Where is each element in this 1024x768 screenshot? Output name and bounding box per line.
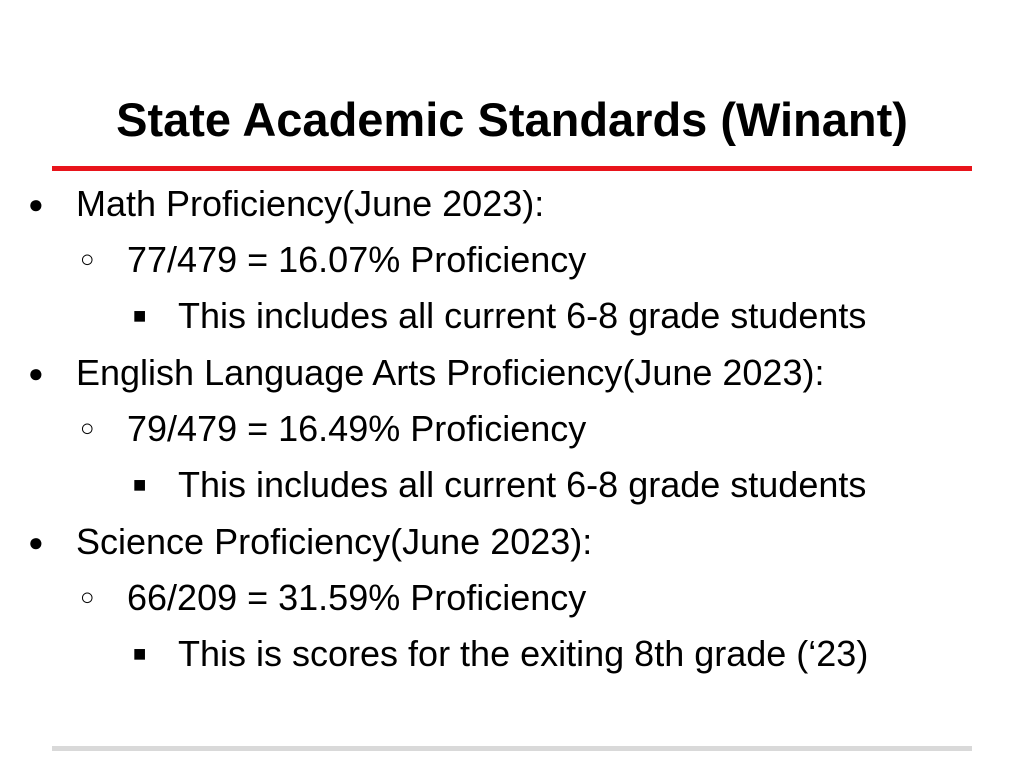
square-bullet-icon: ■ — [133, 641, 147, 666]
math-heading: Math Proficiency(June 2023): — [76, 183, 545, 224]
math-note: This includes all current 6-8 grade students — [178, 295, 867, 336]
hollow-circle-bullet-icon: ○ — [80, 584, 95, 611]
hollow-circle-bullet-icon: ○ — [80, 246, 95, 273]
ela-heading: English Language Arts Proficiency(June 2023): — [76, 352, 825, 393]
footer-divider — [52, 746, 972, 751]
science-note: This is scores for the exiting 8th grade (‘23) — [178, 633, 869, 674]
math-result: 77/479 = 16.07% Proficiency — [127, 239, 587, 280]
square-bullet-icon: ■ — [133, 303, 147, 328]
ela-note: This includes all current 6-8 grade students — [178, 464, 867, 505]
filled-circle-bullet-icon: ● — [28, 189, 44, 219]
slide-title: State Academic Standards (Winant) — [116, 93, 908, 146]
science-result: 66/209 = 31.59% Proficiency — [127, 577, 587, 618]
hollow-circle-bullet-icon: ○ — [80, 415, 95, 442]
filled-circle-bullet-icon: ● — [28, 527, 44, 557]
title-underline — [52, 166, 972, 171]
square-bullet-icon: ■ — [133, 472, 147, 497]
filled-circle-bullet-icon: ● — [28, 358, 44, 388]
ela-result: 79/479 = 16.49% Proficiency — [127, 408, 587, 449]
science-heading: Science Proficiency(June 2023): — [76, 521, 593, 562]
